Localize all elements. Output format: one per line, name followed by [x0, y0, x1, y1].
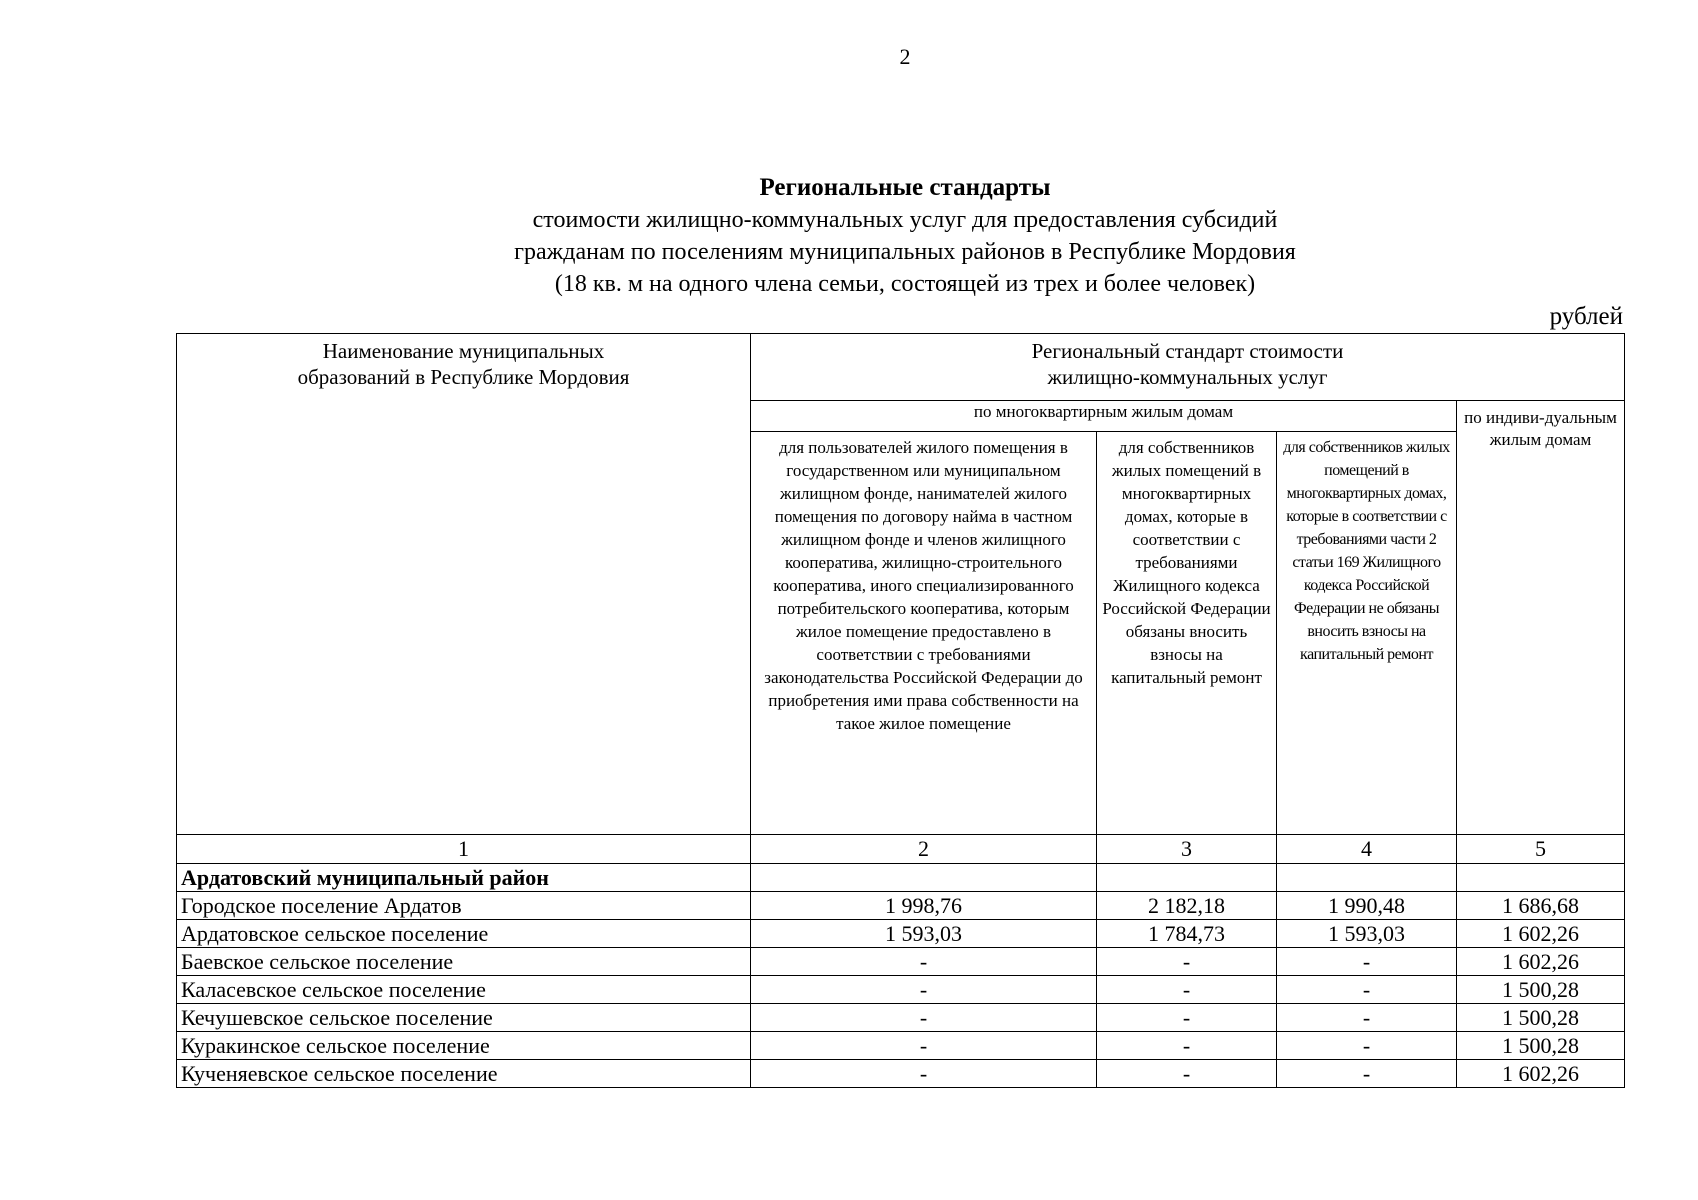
header-regional-standard: Региональный стандарт стоимости жилищно-коммунальных услуг — [751, 334, 1625, 401]
title-line-2: стоимости жилищно-коммунальных услуг для предоставления субсидий — [532, 207, 1278, 233]
value-cell: 1 500,28 — [1457, 976, 1625, 1004]
table-row — [177, 948, 1625, 976]
value-cell: - — [1097, 976, 1277, 1004]
value-cell: - — [1277, 976, 1457, 1004]
column-numbers-row — [177, 835, 1625, 864]
header-apartment-buildings: по многоквартирным жилым домам — [751, 401, 1457, 432]
column-number: 2 — [751, 835, 1097, 864]
value-cell: - — [1097, 948, 1277, 976]
value-cell: - — [1097, 1060, 1277, 1088]
district-row — [177, 864, 1625, 892]
settlement-name: Баевское сельское поселение — [177, 948, 751, 976]
value-cell: 1 593,03 — [751, 920, 1097, 948]
document-title — [300, 172, 1510, 300]
units-label: рублей — [1549, 303, 1623, 330]
empty-cell — [1097, 864, 1277, 892]
header-desc-owners-obliged: для собственников жилых помещений в многоквартирных домах, которые в соответствии с требованиями Жилищного кодекса Российской Федерации обязаны вносить взносы на капитальный ремонт — [1097, 432, 1277, 835]
value-cell: 1 602,26 — [1457, 1060, 1625, 1088]
value-cell: 1 990,48 — [1277, 892, 1457, 920]
value-cell: - — [751, 1032, 1097, 1060]
title-line-4: (18 кв. м на одного члена семьи, состоящей из трех и более человек) — [554, 271, 1256, 297]
header-individual-houses: по индиви-дуальным жилым домам — [1457, 401, 1625, 835]
title-line-3: гражданам по поселениям муниципальных районов в Республике Мордовия — [514, 239, 1296, 265]
settlement-name: Кученяевское сельское поселение — [177, 1060, 751, 1088]
empty-cell — [1457, 864, 1625, 892]
table-row — [177, 1032, 1625, 1060]
column-number: 4 — [1277, 835, 1457, 864]
value-cell: - — [751, 1004, 1097, 1032]
value-cell: - — [1277, 1032, 1457, 1060]
value-cell: 1 686,68 — [1457, 892, 1625, 920]
standards-table — [176, 333, 1625, 1088]
value-cell: - — [1097, 1004, 1277, 1032]
value-cell: - — [1277, 948, 1457, 976]
value-cell: 2 182,18 — [1097, 892, 1277, 920]
district-name: Ардатовский муниципальный район — [177, 864, 751, 892]
value-cell: - — [1097, 1032, 1277, 1060]
value-cell: 1 500,28 — [1457, 1032, 1625, 1060]
table-row — [177, 1060, 1625, 1088]
column-number: 5 — [1457, 835, 1625, 864]
value-cell: 1 593,03 — [1277, 920, 1457, 948]
column-number: 3 — [1097, 835, 1277, 864]
value-cell: - — [751, 1060, 1097, 1088]
value-cell: - — [751, 948, 1097, 976]
value-cell: 1 602,26 — [1457, 920, 1625, 948]
empty-cell — [751, 864, 1097, 892]
value-cell: - — [751, 976, 1097, 1004]
settlement-name: Куракинское сельское поселение — [177, 1032, 751, 1060]
header-desc-owners-not-obliged: для собственников жилых помещений в многоквартирных домах, которые в соответствии с требованиями части 2 статьи 169 Жилищного кодекса Российской Федерации не обязаны вносить взносы на капитальный ремонт — [1277, 432, 1457, 835]
value-cell: - — [1277, 1060, 1457, 1088]
table-row — [177, 1004, 1625, 1032]
page-number: 2 — [899, 44, 911, 69]
header-municipality: Наименование муниципальных образований в Республике Мордовия — [177, 334, 751, 835]
value-cell: - — [1277, 1004, 1457, 1032]
title-main: Региональные стандарты — [759, 174, 1051, 201]
settlement-name: Каласевское сельское поселение — [177, 976, 751, 1004]
table-row — [177, 920, 1625, 948]
value-cell: 1 602,26 — [1457, 948, 1625, 976]
value-cell: 1 500,28 — [1457, 1004, 1625, 1032]
settlement-name: Городское поселение Ардатов — [177, 892, 751, 920]
empty-cell — [1277, 864, 1457, 892]
settlement-name: Ардатовское сельское поселение — [177, 920, 751, 948]
header-desc-users: для пользователей жилого помещения в государственном или муниципальном жилищном фонде, нанимателей жилого помещения по договору найма в частном жилищном фонде и членов жилищного кооператива, жилищно-строительного кооператива, иного специализированного потребительского кооператива, которым жилое помещение предоставлено в соответствии с требованиями законодательства Российской Федерации до приобретения ими права собственности на такое жилое помещение — [751, 432, 1097, 835]
settlement-name: Кечушевское сельское поселение — [177, 1004, 751, 1032]
value-cell: 1 784,73 — [1097, 920, 1277, 948]
table-row — [177, 892, 1625, 920]
value-cell: 1 998,76 — [751, 892, 1097, 920]
table-row — [177, 976, 1625, 1004]
column-number: 1 — [177, 835, 751, 864]
